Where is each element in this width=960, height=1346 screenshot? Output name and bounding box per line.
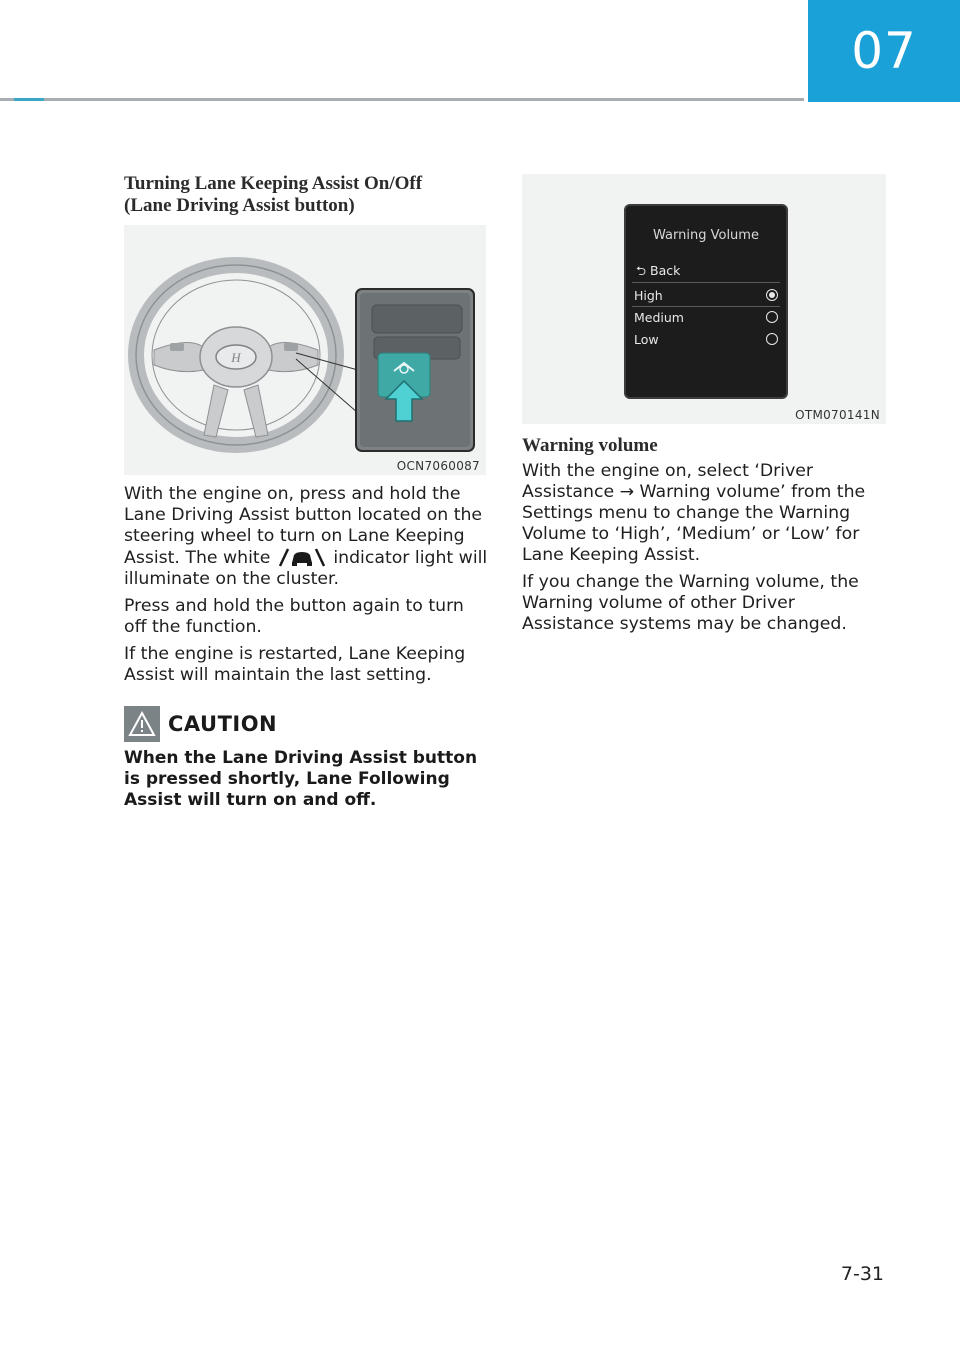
radio-selected-icon [766,289,778,301]
display-separator [632,282,780,283]
svg-text:H: H [231,350,241,365]
back-label: Back [650,263,681,278]
section-heading-line2: (Lane Driving Assist button) [124,195,355,216]
steering-wheel-figure [124,225,486,475]
option-low-label: Low [634,331,659,347]
back-icon: ⮌ [636,263,647,278]
warning-triangle-icon [124,706,160,742]
caution-text: When the Lane Driving Assist button is pressed shortly, Lane Following Assist will turn on and off. [124,748,478,810]
display-back [636,262,680,283]
section-heading [124,173,488,217]
figure-code: OCN7060087 [396,459,480,473]
lane-keeping-indicator-icon [276,547,328,567]
header-rule-accent [14,98,44,101]
caution-header [124,706,488,742]
paragraph-2: Press and hold the button again to turn off the function. [124,596,464,637]
radio-empty-icon [766,333,778,345]
figure-code: OTM070141N [795,408,880,422]
paragraph-1: With the engine on, select ‘Driver Assistance → Warning volume’ from the Settings menu to change the Warning Volume to ‘High’, ‘Medium’ or ‘Low’ for Lane Keeping Assist. [522,461,866,565]
cluster-display [624,204,788,399]
header-rule [0,98,804,101]
paragraph-1-part-a: With the engine on, press and hold the Lane Driving Assist button located on the steering wheel to turn on Lane Keeping Assist. The white [124,484,483,568]
warning-volume-figure [522,174,886,424]
option-high-label: High [634,287,663,303]
option-low [626,328,786,350]
left-column [124,173,488,811]
chapter-tab: 07 [808,0,960,102]
option-high [626,284,786,306]
section-heading-line1: Turning Lane Keeping Assist On/Off [124,173,423,194]
display-title: Warning Volume [653,228,759,243]
right-body [522,461,886,635]
radio-empty-icon [766,311,778,323]
steering-wheel-illustration [124,225,486,475]
option-medium [626,306,786,328]
left-body [124,484,488,686]
page-number: 7-31 [840,1263,884,1285]
paragraph-2: If you change the Warning volume, the Warning volume of other Driver Assistance systems may be changed. [522,572,859,634]
section-heading: Warning volume [522,435,658,456]
paragraph-1-part-b: indicator light will illuminate on the cluster. [124,548,488,589]
right-column [522,174,886,641]
paragraph-1 [124,484,488,590]
caution-label: CAUTION [168,712,278,736]
option-medium-label: Medium [634,309,684,325]
paragraph-3: If the engine is restarted, Lane Keeping Assist will maintain the last setting. [124,644,466,685]
